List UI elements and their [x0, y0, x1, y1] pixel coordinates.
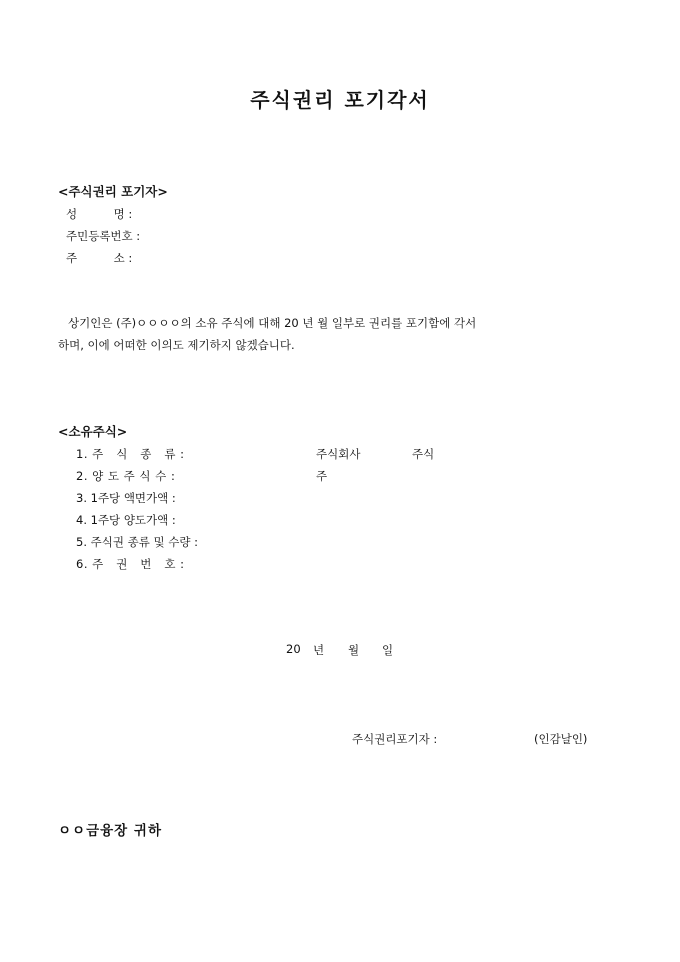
- signature-label: 주식권리포기자 :: [352, 732, 438, 746]
- share-type-value-company: 주식회사: [316, 447, 361, 461]
- statement-line-1: 상기인은 (주)ㅇㅇㅇㅇ의 소유 주식에 대해 20 년 월 일부로 권리를 포기함에 각서: [68, 316, 477, 330]
- par-value-per-share-label: 3. 1주당 액면가액 :: [76, 491, 176, 505]
- document-title: 주식권리 포기각서: [250, 88, 430, 112]
- transfer-share-count-unit: 주: [316, 469, 328, 483]
- share-type-value-stock: 주식: [412, 447, 435, 461]
- date-year-unit: 년: [313, 643, 325, 657]
- share-type-label: 1. 주 식 종 류 :: [76, 447, 185, 461]
- holder-id-number-field: 주민등록번호 :: [66, 229, 141, 243]
- transfer-share-count-label: 2. 양 도 주 식 수 :: [76, 469, 176, 483]
- holder-address-field: 주 소 :: [66, 251, 133, 265]
- date-year: 20: [286, 642, 301, 656]
- holder-name-field: 성 명 :: [66, 207, 133, 221]
- statement-paragraph: [58, 312, 624, 356]
- shares-section-heading: <소유주식>: [58, 424, 128, 439]
- seal-placeholder: (인감날인): [534, 732, 588, 746]
- holder-section-heading: <주식권리 포기자>: [58, 184, 168, 199]
- statement-line-2: 하며, 이에 어떠한 이의도 제기하지 않겠습니다.: [58, 338, 295, 352]
- certificate-number-label: 6. 주 권 번 호 :: [76, 557, 185, 571]
- date-month-unit: 월: [348, 643, 360, 657]
- addressee: ㅇㅇ금융장 귀하: [58, 823, 162, 839]
- date-day-unit: 일: [382, 643, 394, 657]
- certificate-type-quantity-label: 5. 주식권 종류 및 수량 :: [76, 535, 198, 549]
- transfer-value-per-share-label: 4. 1주당 양도가액 :: [76, 513, 176, 527]
